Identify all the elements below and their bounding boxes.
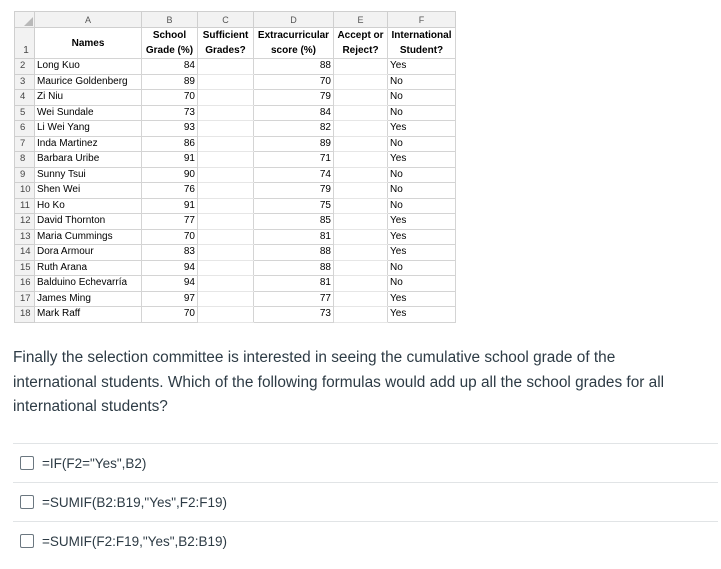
row-number: 18 <box>15 307 35 323</box>
name-cell: Shen Wei <box>35 183 142 199</box>
table-row <box>15 167 456 183</box>
extracurricular-cell: 73 <box>254 307 334 323</box>
accept-reject-cell <box>334 198 388 214</box>
answer-option[interactable] <box>13 521 718 560</box>
name-cell: James Ming <box>35 291 142 307</box>
accept-reject-cell <box>334 307 388 323</box>
column-header-row <box>15 12 456 28</box>
checkbox-icon[interactable] <box>20 495 34 509</box>
name-cell: Li Wei Yang <box>35 121 142 137</box>
sufficient-grades-cell <box>198 167 254 183</box>
accept-reject-cell <box>334 260 388 276</box>
international-cell: Yes <box>388 229 456 245</box>
column-letter: A <box>35 12 142 28</box>
extracurricular-cell: 71 <box>254 152 334 168</box>
international-cell: No <box>388 90 456 106</box>
name-cell: Balduino Echevarría <box>35 276 142 292</box>
accept-reject-cell <box>334 74 388 90</box>
school-grade-cell: 84 <box>142 59 198 75</box>
row-number: 3 <box>15 74 35 90</box>
accept-reject-cell <box>334 152 388 168</box>
answer-option-label[interactable]: =IF(F2="Yes",B2) <box>42 455 147 471</box>
school-grade-cell: 93 <box>142 121 198 137</box>
extracurricular-cell: 88 <box>254 245 334 261</box>
name-cell: David Thornton <box>35 214 142 230</box>
international-cell: No <box>388 183 456 199</box>
international-cell: No <box>388 136 456 152</box>
name-cell: Barbara Uribe <box>35 152 142 168</box>
column-letter: B <box>142 12 198 28</box>
sufficient-grades-cell <box>198 90 254 106</box>
row-number: 5 <box>15 105 35 121</box>
international-cell: No <box>388 167 456 183</box>
row-number: 9 <box>15 167 35 183</box>
name-cell: Dora Armour <box>35 245 142 261</box>
extracurricular-cell: 77 <box>254 291 334 307</box>
sufficient-grades-cell <box>198 74 254 90</box>
row-number: 13 <box>15 229 35 245</box>
school-grade-cell: 97 <box>142 291 198 307</box>
row-number: 7 <box>15 136 35 152</box>
select-all-corner <box>15 12 35 28</box>
sufficient-grades-cell <box>198 245 254 261</box>
sufficient-grades-cell <box>198 307 254 323</box>
school-grade-cell: 94 <box>142 276 198 292</box>
school-grade-cell: 94 <box>142 260 198 276</box>
extracurricular-cell: 88 <box>254 59 334 75</box>
table-row <box>15 59 456 75</box>
header-names: Names <box>35 28 142 59</box>
school-grade-cell: 91 <box>142 152 198 168</box>
row-number: 8 <box>15 152 35 168</box>
column-letter: D <box>254 12 334 28</box>
international-cell: Yes <box>388 59 456 75</box>
spreadsheet-image <box>14 11 456 323</box>
column-letter: F <box>388 12 456 28</box>
sufficient-grades-cell <box>198 105 254 121</box>
accept-reject-cell <box>334 229 388 245</box>
table-row <box>15 214 456 230</box>
extracurricular-cell: 81 <box>254 276 334 292</box>
question-text: Finally the selection committee is interested in seeing the cumulative school grade of the international students. Which of the following formulas would add up all the school grades for all international students? <box>13 349 665 415</box>
extracurricular-cell: 74 <box>254 167 334 183</box>
table-row <box>15 136 456 152</box>
row-number: 16 <box>15 276 35 292</box>
table-row <box>15 152 456 168</box>
accept-reject-cell <box>334 183 388 199</box>
checkbox-icon[interactable] <box>20 456 34 470</box>
answer-options <box>13 443 718 560</box>
international-cell: Yes <box>388 152 456 168</box>
sufficient-grades-cell <box>198 260 254 276</box>
international-cell: Yes <box>388 245 456 261</box>
sufficient-grades-cell <box>198 136 254 152</box>
extracurricular-cell: 88 <box>254 260 334 276</box>
header-school-grade: School Grade (%) <box>142 28 198 59</box>
international-cell: Yes <box>388 214 456 230</box>
row-number: 2 <box>15 59 35 75</box>
table-row <box>15 121 456 137</box>
extracurricular-cell: 79 <box>254 90 334 106</box>
name-cell: Ruth Arana <box>35 260 142 276</box>
table-row <box>15 198 456 214</box>
school-grade-cell: 70 <box>142 90 198 106</box>
extracurricular-cell: 75 <box>254 198 334 214</box>
extracurricular-cell: 70 <box>254 74 334 90</box>
international-cell: Yes <box>388 291 456 307</box>
answer-option[interactable] <box>13 443 718 482</box>
extracurricular-cell: 84 <box>254 105 334 121</box>
extracurricular-cell: 81 <box>254 229 334 245</box>
header-extracurricular: Extracurricular score (%) <box>254 28 334 59</box>
sufficient-grades-cell <box>198 59 254 75</box>
accept-reject-cell <box>334 121 388 137</box>
row-number: 1 <box>15 28 35 59</box>
sufficient-grades-cell <box>198 121 254 137</box>
international-cell: Yes <box>388 121 456 137</box>
extracurricular-cell: 82 <box>254 121 334 137</box>
row-number: 4 <box>15 90 35 106</box>
school-grade-cell: 76 <box>142 183 198 199</box>
name-cell: Maria Cummings <box>35 229 142 245</box>
accept-reject-cell <box>334 245 388 261</box>
international-cell: No <box>388 276 456 292</box>
answer-option[interactable] <box>13 482 718 521</box>
table-row <box>15 245 456 261</box>
column-letter: E <box>334 12 388 28</box>
row-number: 14 <box>15 245 35 261</box>
accept-reject-cell <box>334 214 388 230</box>
sufficient-grades-cell <box>198 276 254 292</box>
extracurricular-cell: 79 <box>254 183 334 199</box>
accept-reject-cell <box>334 167 388 183</box>
row-number: 6 <box>15 121 35 137</box>
sufficient-grades-cell <box>198 291 254 307</box>
accept-reject-cell <box>334 105 388 121</box>
table-row <box>15 260 456 276</box>
row-number: 15 <box>15 260 35 276</box>
school-grade-cell: 83 <box>142 245 198 261</box>
row-number: 10 <box>15 183 35 199</box>
sufficient-grades-cell <box>198 229 254 245</box>
international-cell: No <box>388 74 456 90</box>
name-cell: Zi Niu <box>35 90 142 106</box>
international-cell: Yes <box>388 307 456 323</box>
school-grade-cell: 70 <box>142 229 198 245</box>
header-sufficient-grades: Sufficient Grades? <box>198 28 254 59</box>
extracurricular-cell: 89 <box>254 136 334 152</box>
table-row <box>15 90 456 106</box>
extracurricular-cell: 85 <box>254 214 334 230</box>
row-number: 17 <box>15 291 35 307</box>
row-number: 11 <box>15 198 35 214</box>
name-cell: Long Kuo <box>35 59 142 75</box>
school-grade-cell: 90 <box>142 167 198 183</box>
school-grade-cell: 91 <box>142 198 198 214</box>
international-cell: No <box>388 198 456 214</box>
column-letter: C <box>198 12 254 28</box>
accept-reject-cell <box>334 276 388 292</box>
table-row <box>15 105 456 121</box>
school-grade-cell: 89 <box>142 74 198 90</box>
accept-reject-cell <box>334 291 388 307</box>
header-row <box>15 28 456 59</box>
answer-option-label[interactable]: =SUMIF(F2:F19,"Yes",B2:B19) <box>42 533 228 549</box>
header-international: International Student? <box>388 28 456 59</box>
accept-reject-cell <box>334 59 388 75</box>
school-grade-cell: 77 <box>142 214 198 230</box>
school-grade-cell: 73 <box>142 105 198 121</box>
table-row <box>15 74 456 90</box>
table-row <box>15 291 456 307</box>
name-cell: Inda Martinez <box>35 136 142 152</box>
table-row <box>15 183 456 199</box>
international-cell: No <box>388 260 456 276</box>
accept-reject-cell <box>334 136 388 152</box>
sufficient-grades-cell <box>198 198 254 214</box>
row-number: 12 <box>15 214 35 230</box>
name-cell: Wei Sundale <box>35 105 142 121</box>
sufficient-grades-cell <box>198 214 254 230</box>
school-grade-cell: 86 <box>142 136 198 152</box>
accept-reject-cell <box>334 90 388 106</box>
sufficient-grades-cell <box>198 152 254 168</box>
name-cell: Ho Ko <box>35 198 142 214</box>
school-grade-cell: 70 <box>142 307 198 323</box>
table-row <box>15 276 456 292</box>
sufficient-grades-cell <box>198 183 254 199</box>
name-cell: Maurice Goldenberg <box>35 74 142 90</box>
table-row <box>15 229 456 245</box>
international-cell: No <box>388 105 456 121</box>
header-accept-reject: Accept or Reject? <box>334 28 388 59</box>
name-cell: Sunny Tsui <box>35 167 142 183</box>
name-cell: Mark Raff <box>35 307 142 323</box>
table-row <box>15 307 456 323</box>
answer-option-label[interactable]: =SUMIF(B2:B19,"Yes",F2:F19) <box>42 494 228 510</box>
checkbox-icon[interactable] <box>20 534 34 548</box>
